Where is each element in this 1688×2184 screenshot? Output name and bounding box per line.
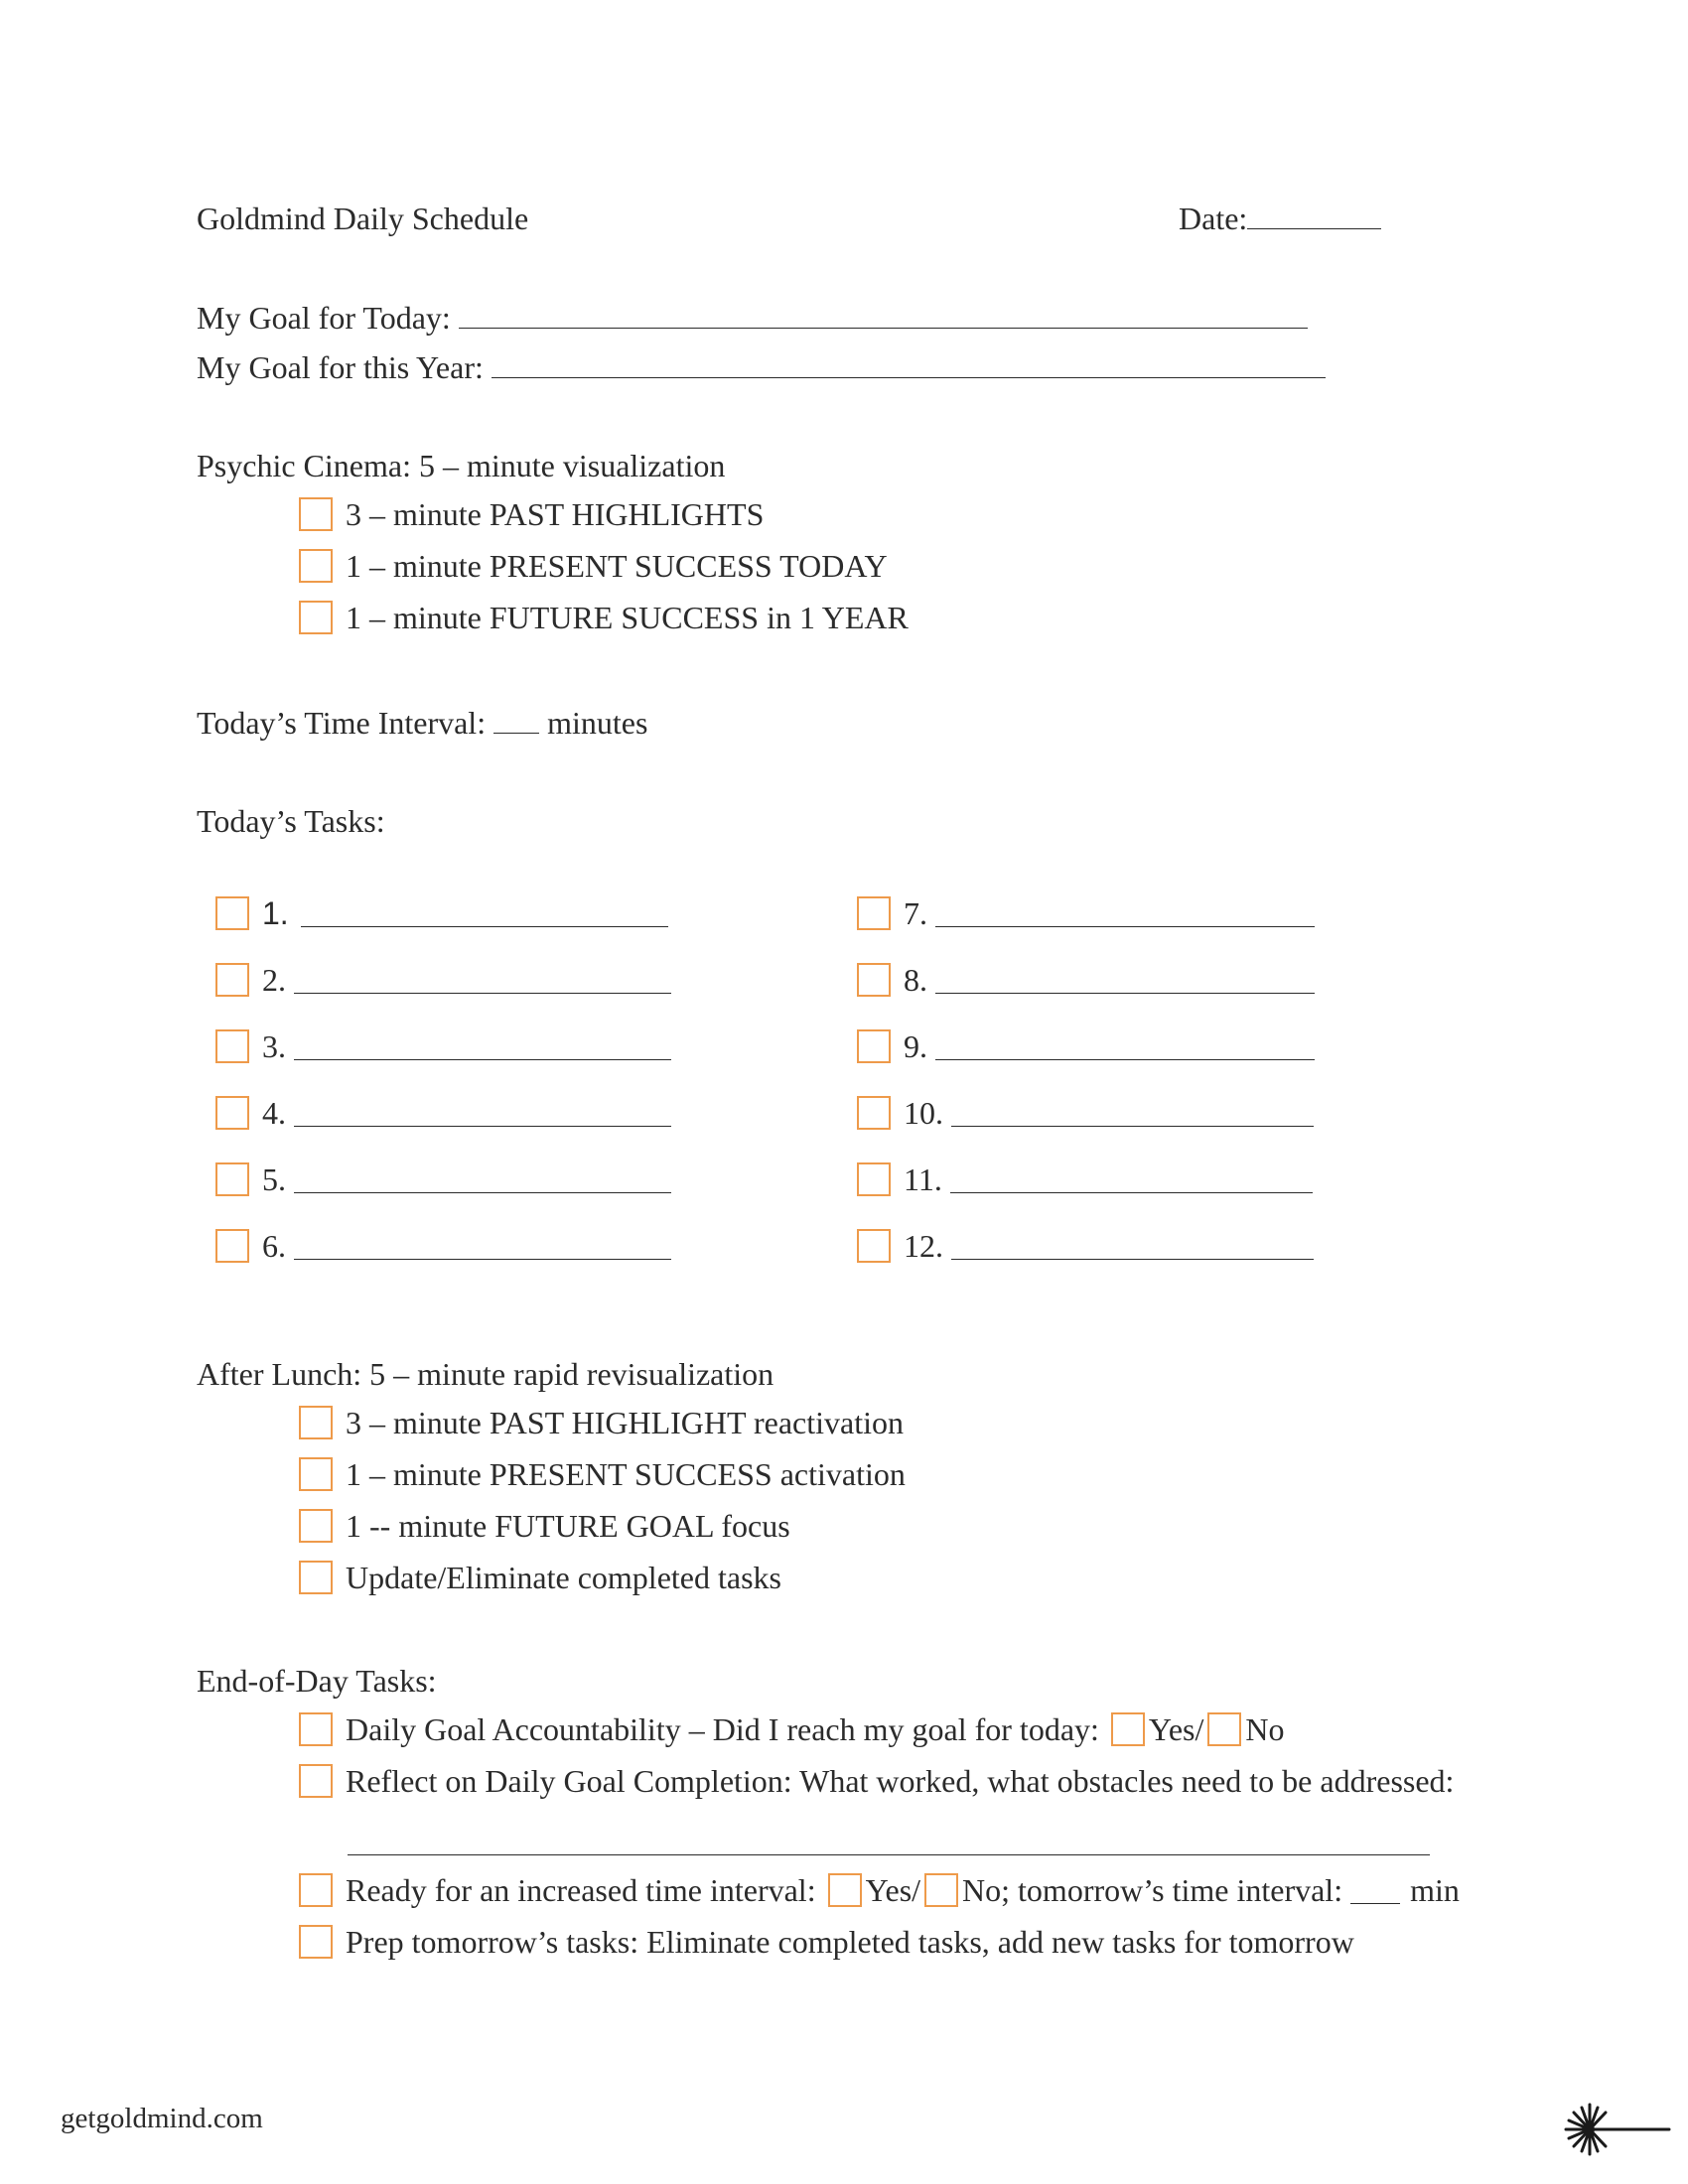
page-title: Goldmind Daily Schedule xyxy=(197,201,529,236)
task-row xyxy=(857,1229,1314,1263)
psychic-item-label: 1 – minute FUTURE SUCCESS in 1 YEAR xyxy=(346,600,909,635)
no-label: No xyxy=(1245,1711,1285,1747)
task-number: 11. xyxy=(904,1161,942,1197)
task-row xyxy=(215,1096,671,1130)
goal-today-label: My Goal for Today: xyxy=(197,300,451,336)
task-number: 7. xyxy=(904,895,927,931)
after-lunch-item-label: 3 – minute PAST HIGHLIGHT reactivation xyxy=(346,1405,905,1440)
prep-label: Prep tomorrow’s tasks: Eliminate completed tasks, add new tasks for tomorrow xyxy=(346,1924,1354,1960)
date-label: Date: xyxy=(1179,201,1248,236)
task-row xyxy=(857,963,1315,997)
task-blank[interactable] xyxy=(294,1166,671,1193)
checkbox[interactable] xyxy=(857,1029,891,1063)
task-blank[interactable] xyxy=(935,967,1315,994)
task-row xyxy=(857,1162,1313,1196)
yes-label: Yes/ xyxy=(865,1872,921,1908)
goal-year-label: My Goal for this Year: xyxy=(197,349,484,385)
task-blank[interactable] xyxy=(294,1233,671,1260)
task-blank[interactable] xyxy=(294,967,671,994)
accountability-row xyxy=(299,1712,1284,1746)
psychic-item-future xyxy=(299,601,909,634)
goal-today-row xyxy=(197,302,1308,334)
checkbox[interactable] xyxy=(299,549,333,583)
checkbox[interactable] xyxy=(299,1509,333,1543)
task-row xyxy=(215,1229,671,1263)
task-number: 2. xyxy=(262,962,286,998)
yes-label: Yes/ xyxy=(1148,1711,1204,1747)
after-lunch-item xyxy=(299,1509,790,1543)
time-interval-row xyxy=(197,707,647,739)
task-number: 10. xyxy=(904,1095,943,1131)
checkbox[interactable] xyxy=(215,896,249,930)
after-lunch-heading: After Lunch: 5 – minute rapid revisualization xyxy=(197,1356,774,1392)
task-blank[interactable] xyxy=(294,1033,671,1060)
yes-checkbox[interactable] xyxy=(1111,1712,1145,1746)
time-interval-unit: minutes xyxy=(547,705,648,741)
checkbox[interactable] xyxy=(215,1029,249,1063)
task-number: 4. xyxy=(262,1095,286,1131)
checkbox[interactable] xyxy=(857,896,891,930)
reflect-label: Reflect on Daily Goal Completion: What worked, what obstacles need to be addressed: xyxy=(346,1763,1455,1799)
task-number: 5. xyxy=(262,1161,286,1197)
after-lunch-item xyxy=(299,1561,781,1594)
accountability-label: Daily Goal Accountability – Did I reach my goal for today: xyxy=(346,1711,1099,1747)
no-tomorrow-label: No; tomorrow’s time interval: xyxy=(962,1872,1343,1908)
date-field[interactable] xyxy=(1179,203,1381,234)
after-lunch-item-label: 1 – minute PRESENT SUCCESS activation xyxy=(346,1456,906,1492)
checkbox[interactable] xyxy=(299,1457,333,1491)
task-number: 8. xyxy=(904,962,927,998)
task-number: 1. xyxy=(262,895,289,931)
task-blank[interactable] xyxy=(935,900,1315,927)
task-row xyxy=(215,963,671,997)
goal-year-row xyxy=(197,351,1326,383)
task-number: 9. xyxy=(904,1028,927,1064)
psychic-item-past xyxy=(299,497,764,531)
time-interval-label: Today’s Time Interval: xyxy=(197,705,487,741)
task-row xyxy=(857,1029,1315,1063)
footer-site: getgoldmind.com xyxy=(61,2103,263,2134)
reflect-row xyxy=(299,1764,1454,1798)
end-of-day-heading: End-of-Day Tasks: xyxy=(197,1663,437,1699)
task-row xyxy=(215,896,668,930)
checkbox[interactable] xyxy=(299,1712,333,1746)
checkbox[interactable] xyxy=(299,1764,333,1798)
time-interval-blank[interactable] xyxy=(493,707,539,734)
sunburst-icon xyxy=(1552,2097,1671,2162)
checkbox[interactable] xyxy=(299,601,333,634)
psychic-item-label: 1 – minute PRESENT SUCCESS TODAY xyxy=(346,548,888,584)
task-number: 6. xyxy=(262,1228,286,1264)
task-number: 12. xyxy=(904,1228,943,1264)
task-row xyxy=(857,896,1315,930)
checkbox[interactable] xyxy=(215,963,249,997)
checkbox[interactable] xyxy=(215,1229,249,1263)
psychic-cinema-heading: Psychic Cinema: 5 – minute visualization xyxy=(197,448,726,483)
task-number: 3. xyxy=(262,1028,286,1064)
no-checkbox[interactable] xyxy=(924,1873,958,1907)
task-row xyxy=(857,1096,1314,1130)
task-blank[interactable] xyxy=(951,1100,1314,1127)
ready-row xyxy=(299,1873,1460,1907)
after-lunch-item-label: 1 -- minute FUTURE GOAL focus xyxy=(346,1508,790,1544)
task-row xyxy=(215,1029,671,1063)
checkbox[interactable] xyxy=(857,1162,891,1196)
tomorrow-interval-blank[interactable] xyxy=(1350,1877,1400,1904)
task-blank[interactable] xyxy=(935,1033,1315,1060)
goal-today-blank[interactable] xyxy=(459,302,1308,329)
checkbox[interactable] xyxy=(857,1229,891,1263)
checkbox[interactable] xyxy=(857,1096,891,1130)
checkbox[interactable] xyxy=(215,1162,249,1196)
psychic-item-label: 3 – minute PAST HIGHLIGHTS xyxy=(346,496,765,532)
checkbox[interactable] xyxy=(857,963,891,997)
goal-year-blank[interactable] xyxy=(492,351,1326,378)
checkbox[interactable] xyxy=(299,497,333,531)
checkbox[interactable] xyxy=(299,1873,333,1907)
psychic-item-present xyxy=(299,549,888,583)
checkbox[interactable] xyxy=(215,1096,249,1130)
min-label: min xyxy=(1410,1872,1460,1908)
task-row xyxy=(215,1162,671,1196)
yes-checkbox[interactable] xyxy=(828,1873,862,1907)
prep-row xyxy=(299,1925,1354,1959)
checkbox[interactable] xyxy=(299,1406,333,1439)
ready-label: Ready for an increased time interval: xyxy=(346,1872,816,1908)
no-checkbox[interactable] xyxy=(1207,1712,1241,1746)
tasks-heading: Today’s Tasks: xyxy=(197,803,385,839)
checkbox[interactable] xyxy=(299,1925,333,1959)
task-blank[interactable] xyxy=(950,1166,1313,1193)
after-lunch-item xyxy=(299,1406,904,1439)
after-lunch-item xyxy=(299,1457,906,1491)
checkbox[interactable] xyxy=(299,1561,333,1594)
reflect-blank[interactable] xyxy=(348,1829,1430,1855)
task-blank[interactable] xyxy=(951,1233,1314,1260)
date-blank[interactable] xyxy=(1247,203,1381,229)
task-blank[interactable] xyxy=(294,1100,671,1127)
after-lunch-item-label: Update/Eliminate completed tasks xyxy=(346,1560,781,1595)
task-blank[interactable] xyxy=(301,900,668,927)
